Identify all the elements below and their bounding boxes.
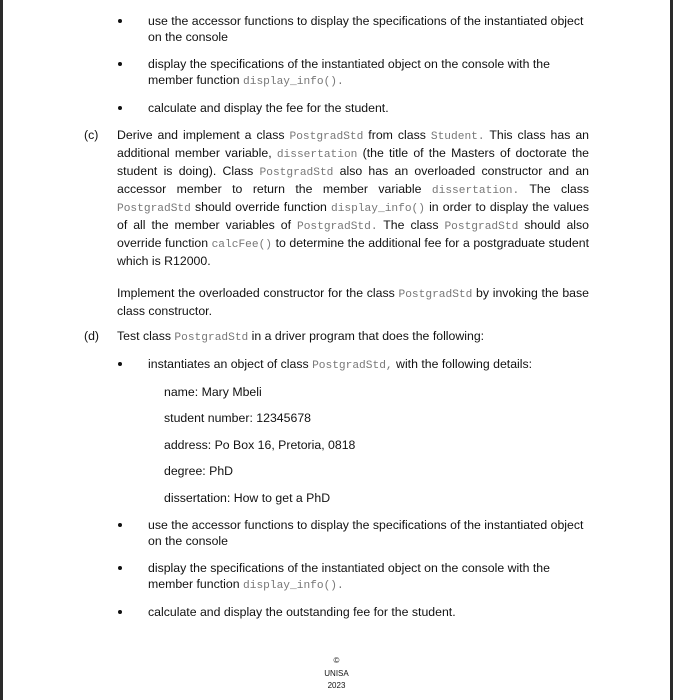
detail-address: address: Po Box 16, Pretoria, 0818	[164, 438, 356, 452]
detail-student-number: student number: 12345678	[164, 411, 311, 425]
copyright-symbol: ©	[333, 656, 340, 665]
bullet-text: calculate and display the outstanding fee for the student.	[148, 605, 456, 619]
detail-degree: degree: PhD	[164, 464, 234, 478]
footer-org: UNISA	[324, 669, 349, 678]
bullet-icon	[118, 19, 122, 23]
section-c-paragraph-2: Implement the overloaded constructor for the class PostgradStd by invoking the base class constructor.	[117, 286, 589, 318]
bullet-text: display the specifications of the instantiated object on the console with the member function display_info().	[148, 561, 550, 592]
bullet-icon	[118, 106, 122, 110]
bullet-text: display the specifications of the instantiated object on the console with the member function display_info().	[148, 57, 550, 88]
code-display-info: display_info().	[243, 76, 344, 88]
detail-name: name: Mary Mbeli	[164, 385, 262, 399]
section-label-c: (c)	[84, 128, 99, 142]
bullet-icon	[118, 566, 122, 570]
bullet-text: calculate and display the fee for the student.	[148, 101, 389, 115]
bullet-text: use the accessor functions to display the specifications of the instantiated object on the console	[148, 14, 584, 44]
bullet-icon	[118, 362, 122, 366]
bullet-text: use the accessor functions to display the specifications of the instantiated object on the console	[148, 518, 584, 548]
footer-year: 2023	[327, 681, 346, 690]
bullet-icon	[118, 62, 122, 66]
bullet-icon	[118, 610, 122, 614]
section-d-intro: Test class PostgradStd in a driver program that does the following:	[117, 329, 485, 344]
section-label-d: (d)	[84, 329, 100, 343]
bullet-icon	[118, 523, 122, 527]
bullet-text: instantiates an object of class PostgradStd, with the following details:	[148, 357, 533, 372]
section-c-paragraph: Derive and implement a class PostgradStd from class Student. This class has an additional member variable, dissertation (the title of the Masters of doctorate the student is doing). Class PostgradStd also has an overloaded constructor and an accessor member to return the member variable dissertation. The class PostgradStd should override function display_info() in order to display the values of all the member variables of PostgradStd. The class PostgradStd should also override function calcFee() to determine the additional fee for a postgraduate student which is R12000.	[117, 128, 590, 268]
detail-dissertation: dissertation: How to get a PhD	[164, 491, 331, 505]
